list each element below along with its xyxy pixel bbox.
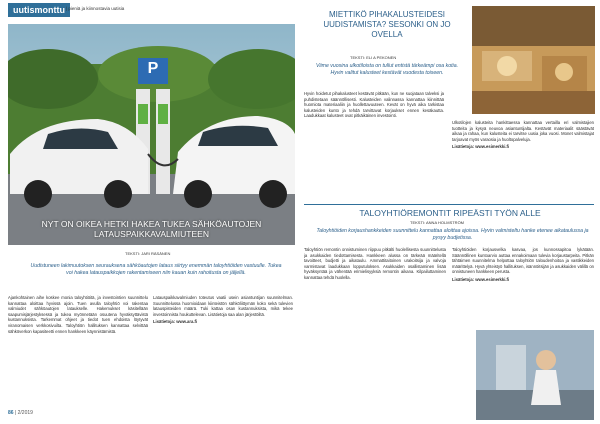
left-byline: TEKSTI: JARI RÄSÄNEN [125, 251, 171, 256]
ev-charging-illustration [8, 24, 295, 245]
left-ingress: Uudistuneen lakimuutoksen seurauksena sähköautojen lataus siirtyy enemmän taloyhtiöiden vastuulle. Tukea voi hakea latauspaikkojen rakentamiseen niin kauan kuin rahoitusta on jäljellä. [30, 263, 282, 276]
photo-caption: NYT ON OIKEA HETKI HAKEA TUKEA SÄHKÖAUTOJEN LATAUSPAIKKAVALMIUTEEN [41, 219, 262, 239]
terrace-photo [472, 6, 595, 114]
section-tag: uutismonttu [8, 3, 70, 17]
renovation-title: TALOYHTIÖREMONTIT RIPEÄSTI TYÖN ALLE [359, 208, 541, 218]
furniture-column-1: Hyvin hoidetut pihakalusteet kestävät pitkään, kun ne suojataan talveksi ja puhdistetaan säännöllisesti. Kalusteiden valinnassa kannattaa kiinnittää huomiota materiaaliin ja huollettavuuteen. Kevät on hyvä aika tarkistaa kalusteiden kunto ja tehdä tarvittavat korjaukset ennen kesäkautta. Laadukkaat kalusteet ovat pitkäikäinen investointi. [304, 91, 444, 119]
left-column-2: Latauspaikkavalmiuden toteutus vaatii usein asiantuntijan suunnitelman. Suunnittelussa huomioidaan kiinteistön sähköliittymän koko sekä tulevien latauspisteiden määrä. Tuki kattaa osan kustannuksista, mikä tekee investoinnista houkuttelevan. Lisätietoja saa alan järjestöiltä. Lisätietoja: www.ara.fi [153, 295, 293, 325]
renovation-ingress: Taloyhtiöiden korjaushankkeiden suunnittelu kannattaa aloittaa ajoissa. Hyvin valmisteltu hanke etenee aikataulussa ja pysyy budjetissa. [316, 228, 589, 241]
renovation-byline: TEKSTI: ANNA HOLMSTRÖM [410, 220, 465, 225]
left-column-1: Ajankohtainen aihe koskee monia taloyhtiöitä, ja investointien suunnittelu kannattaa aloittaa hyvissä ajoin. Tuen avulla taloyhtiö voi rakentaa valmiudet sähköautojen lataukselle. Hakemukset käsitellään saapumisjärjestyksessä ja tukea myönnetään osuutena hyväksyttävistä kustannuksista. Tarkemmat ohjeet ja tiedot tuen ehdoista löytyvät viranomaisen verkkosivuilta. Taloyhtiön hallituksen kannattaa selvittää sähköverkon kapasiteetti ennen hankkeen käynnistämistä. [8, 295, 148, 334]
furniture-column-2: Ulkotilojen kalusteita hankittaessa kannattaa vertailla eri valmistajien tuotteita ja kysyä neuvoa asiantuntijalta. Kestävät materiaalit säästävät aikaa ja rahaa, kun kalusteita ei tarvitse uusia joka vuosi. Monet valmistajat tarjoavat myös varaosia ja huoltopalveluja. Lisätietoja: www.esimerkki.fi [452, 120, 594, 150]
page-footer: 86 | 2/2019 [8, 410, 33, 416]
ev-charging-photo [8, 24, 295, 245]
parking-sign: P [147, 60, 159, 77]
renovation-column-1: Taloyhtiön remontin onnistuminen riippuu pitkälti huolellisesta suunnittelusta ja asukkaiden tiedottamisesta. Hankkeen alussa on tärkeää määritellä tavoitteet, budjetti ja aikataulu. Ammattitaitoinen urakoitsija ja valvoja varmistavat laadukkaan lopputuloksen. Asukkaiden osallistaminen lisää hyväksyntää ja vähentää erimielisyyksiä remontin aikana. Kilpailuttaminen kannattaa tehdä huolella. [304, 247, 446, 280]
section-subtitle: | pieniä ja kiinnostavia uutisia [66, 6, 125, 11]
furniture-ingress: Viime vuosina ulkotiloista on tullut entistä tärkeämpi osa kotia. Hyvin valitut kalusteet kestävät vuodesta toiseen. [315, 63, 459, 76]
article-divider [304, 204, 594, 205]
furniture-byline: TEKSTI: ELI A PEKONEN [350, 55, 397, 60]
worker-photo [476, 330, 594, 420]
renovation-column-2: Taloyhtiöiden korjausvelka kasvaa, jos kunnossapitoa lykätään. Säännöllinen kuntoarvio auttaa ennakoimaan tulevia korjaustarpeita. Pitkän tähtäimen suunnitelma helpottaa taloyhtiön taloudenhoitoa ja vastikkeiden määrittelyä. Hyvä yhteistyö hallituksen, isännöitsijän ja asukkaiden välillä on onnistuneen hankkeen perusta. Lisätietoja: www.esimerkki.fi [452, 247, 594, 282]
furniture-title: MIETTIKÖ PIHAKALUSTEIDESI UUDISTAMISTA? SESONKI ON JO OVELLA [323, 10, 451, 39]
